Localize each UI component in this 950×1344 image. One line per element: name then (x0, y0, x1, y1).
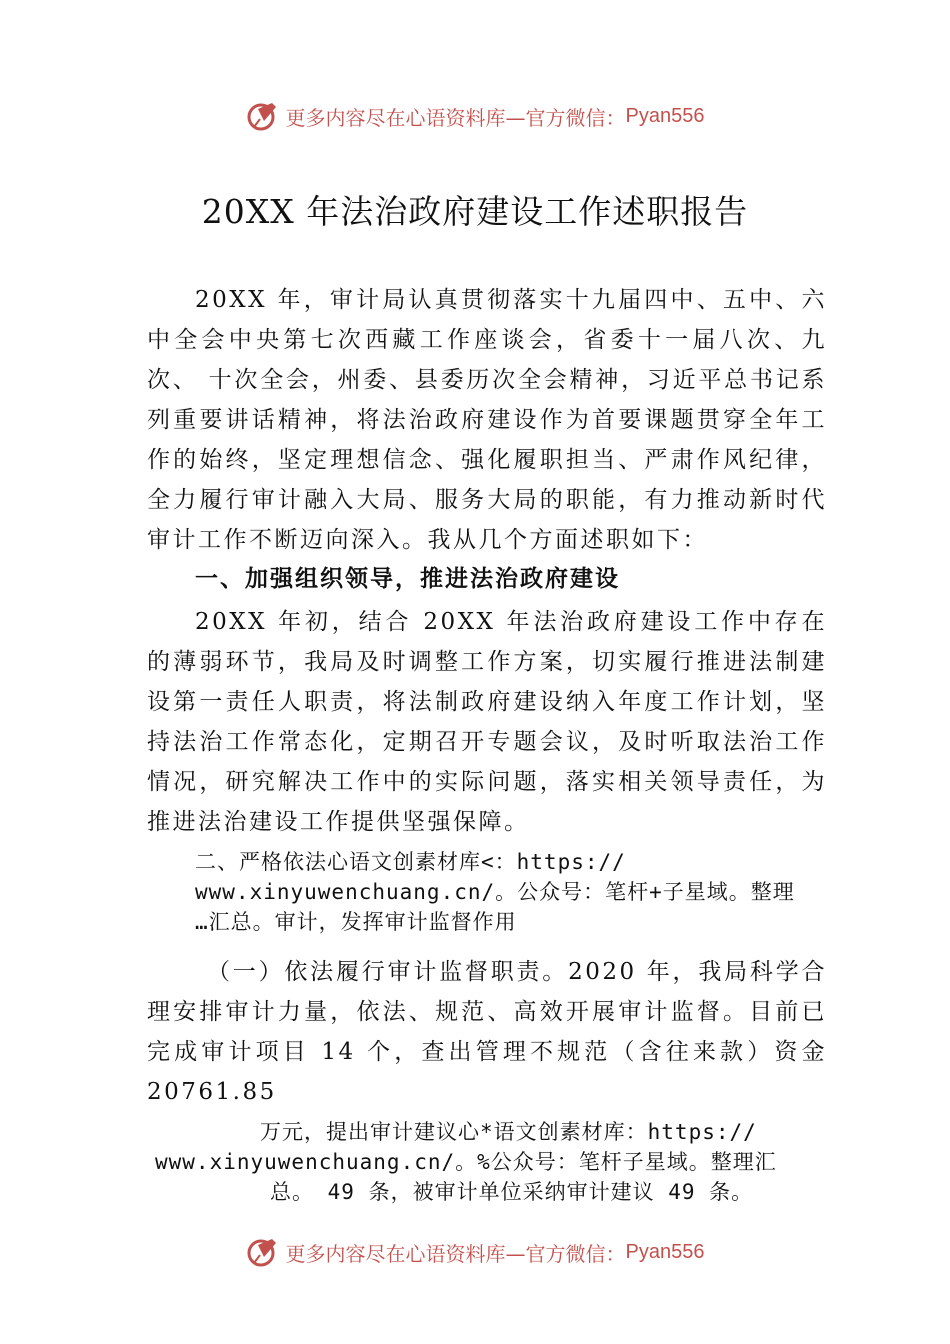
section-heading-2-line-2: www.xinyuwenchuang.cn/。公众号：笔杆+子星域。整理 (195, 880, 795, 904)
pen-logo-icon (246, 99, 280, 133)
watermark-text: 更多内容尽在心语资料库—官方微信： (285, 1241, 626, 1266)
pen-logo-icon (246, 1235, 280, 1269)
document-title: 20XX 年法治政府建设工作述职报告 (201, 192, 749, 231)
watermark-text: 更多内容尽在心语资料库—官方微信： (285, 105, 626, 130)
section1-paragraph: 20XX 年初，结合 20XX 年法治政府建设工作中存在的薄弱环节，我局及时调整工作方案，切实履行推进法制建设第一责任人职责，将法制政府建设纳入年度工作计划，坚持法治工作常态化，定期召开专题会议，及时听取法治工作情况，研究解决工作中的实际问题，落实相关领导责任，为推进法治建设工作提供坚强保障。 (147, 609, 827, 835)
tail-line-1: 万元，提出审计建议心*语文创素材库：https:// (260, 1120, 757, 1144)
subsection1-paragraph: （一）依法履行审计监督职责。2020 年，我局科学合理安排审计力量，依法、规范、高效开展审计监督。目前已完成审计项目 14 个，查出管理不规范（含往来款）资金 20761.85 (147, 959, 827, 1105)
watermark-wechat-id: Pyan556 (625, 104, 705, 127)
section-heading-2-line-3: …汇总。审计，发挥审计监督作用 (195, 910, 517, 934)
section-heading-1: 一、加强组织领导，推进法治政府建设 (195, 566, 620, 592)
header-watermark (0, 96, 950, 136)
watermark-wechat-id: Pyan556 (625, 1240, 705, 1263)
tail-line-3: 总。 49 条，被审计单位采纳审计建议 49 条。 (270, 1180, 754, 1204)
intro-paragraph: 20XX 年，审计局认真贯彻落实十九届四中、五中、六中全会中央第七次西藏工作座谈会，省委十一届八次、九次、 十次全会，州委、县委历次全会精神，习近平总书记系列重要讲话精神，将法治政府建设作为首要课题贯穿全年工作的始终，坚定理想信念、强化履职担当、严肃作风纪律，全力履行审计融入大局、服务大局的职能，有力推动新时代审计工作不断迈向深入。我从几个方面述职如下： (147, 287, 827, 553)
footer-watermark (0, 1232, 950, 1272)
section-heading-2-line-1: 二、严格依法心语文创素材库<：https:// (195, 850, 626, 874)
tail-line-2: www.xinyuwenchuang.cn/。%公众号：笔杆子星域。整理汇 (155, 1150, 777, 1174)
